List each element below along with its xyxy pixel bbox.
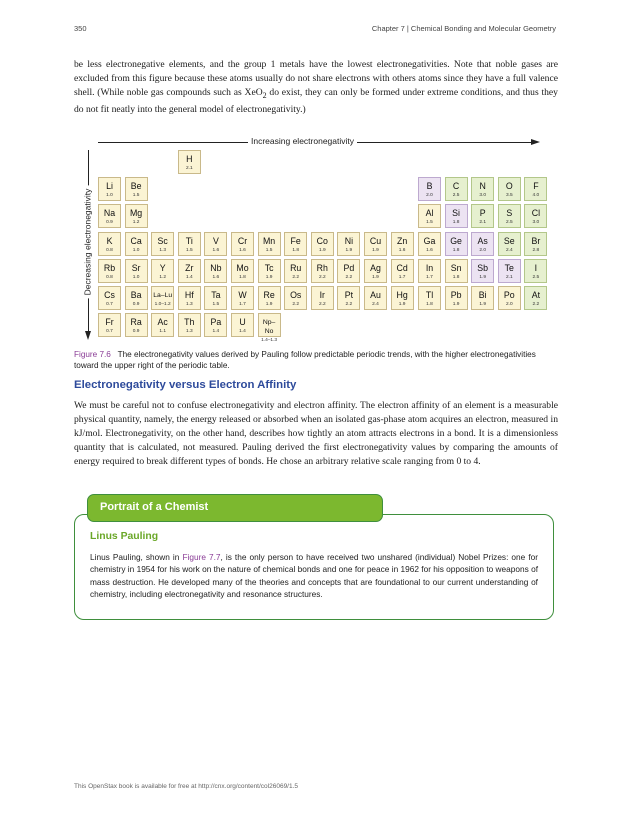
element-cell bbox=[98, 313, 121, 337]
electronegativity-value: 1.0–1.2 bbox=[154, 302, 171, 307]
electronegativity-value: 4.0 bbox=[532, 193, 540, 199]
element-symbol: Re bbox=[263, 290, 275, 300]
electronegativity-value: 1.0 bbox=[132, 247, 140, 253]
element-symbol: Ta bbox=[211, 290, 221, 300]
element-symbol: Al bbox=[425, 208, 434, 219]
element-symbol: Cl bbox=[531, 208, 541, 219]
element-cell bbox=[445, 286, 468, 310]
element-symbol: Os bbox=[290, 290, 302, 300]
electronegativity-value: 1.1 bbox=[159, 329, 167, 335]
element-symbol: Rb bbox=[103, 262, 116, 273]
element-symbol: W bbox=[238, 290, 247, 300]
element-cell bbox=[498, 232, 521, 256]
element-symbol: Zr bbox=[185, 262, 194, 273]
electronegativity-value: 0.9 bbox=[106, 220, 113, 226]
element-symbol: Pd bbox=[343, 262, 355, 273]
section-body: We must be careful not to confuse electronegativity and electron affinity. The electron affinity of an element is a measurable physical quantity, namely, the energy released or absorbed when an isolated gas-phase atom acquires an electron, measured in kJ/mol. Electronegativity, on the other hand, describes how tightly an atom attracts electrons in a bond. It is a dimensionless quantity that is calculated, not measured. Pauling derived the first electronegativity values by comparing the amounts of energy required to break different types of bonds. He chose an arbitrary relative scale ranging from 0 to 4. bbox=[74, 400, 558, 468]
electronegativity-value: 1.9 bbox=[265, 274, 273, 280]
element-cell bbox=[284, 259, 307, 283]
element-cell bbox=[364, 232, 387, 256]
feature-tab: Portrait of a Chemist bbox=[87, 494, 383, 522]
element-symbol: Po bbox=[503, 290, 515, 300]
down-arrow-icon bbox=[85, 331, 91, 340]
element-symbol: Cd bbox=[396, 262, 408, 273]
element-symbol: Se bbox=[503, 235, 515, 246]
element-symbol: La–Lu bbox=[153, 292, 173, 299]
feature-title: Linus Pauling bbox=[90, 531, 159, 542]
element-symbol: O bbox=[505, 181, 513, 192]
intro-subscript: 2 bbox=[262, 90, 267, 100]
electronegativity-value: 2.2 bbox=[318, 302, 326, 307]
element-symbol: Ni bbox=[344, 235, 354, 246]
element-cell bbox=[125, 259, 148, 283]
element-cell bbox=[98, 177, 121, 201]
element-cell bbox=[151, 259, 174, 283]
element-symbol: Ti bbox=[185, 235, 193, 246]
element-cell bbox=[311, 259, 334, 283]
electronegativity-value: 1.9 bbox=[479, 274, 487, 280]
element-cell bbox=[418, 286, 441, 310]
electronegativity-value: 1.5 bbox=[426, 220, 433, 226]
element-cell bbox=[125, 177, 148, 201]
element-symbol: V bbox=[212, 235, 219, 246]
electronegativity-value: 1.5 bbox=[185, 247, 193, 253]
element-cell bbox=[471, 259, 494, 283]
electronegativity-value: 1.9 bbox=[372, 274, 379, 280]
element-cell bbox=[178, 232, 201, 256]
electronegativity-value: 3.0 bbox=[479, 193, 487, 199]
element-cell bbox=[151, 286, 174, 310]
element-symbol: P bbox=[479, 208, 486, 219]
electronegativity-value: 1.8 bbox=[452, 247, 460, 253]
element-symbol: Br bbox=[531, 235, 541, 246]
electronegativity-value: 1.9 bbox=[452, 302, 460, 307]
element-cell bbox=[125, 313, 148, 337]
element-cell bbox=[524, 204, 547, 228]
electronegativity-value: 2.2 bbox=[345, 274, 353, 280]
element-symbol: Li bbox=[106, 181, 113, 192]
element-cell bbox=[418, 232, 441, 256]
element-symbol: Y bbox=[159, 262, 166, 273]
element-symbol: K bbox=[106, 235, 113, 246]
element-cell bbox=[498, 259, 521, 283]
element-symbol: Bi bbox=[478, 290, 487, 300]
electronegativity-value: 2.8 bbox=[532, 247, 540, 253]
electronegativity-value: 0.7 bbox=[106, 302, 113, 307]
electronegativity-value: 0.9 bbox=[132, 302, 140, 307]
element-symbol: I bbox=[534, 262, 538, 273]
electronegativity-value: 1.3 bbox=[185, 302, 193, 307]
element-cell bbox=[311, 232, 334, 256]
electronegativity-value: 3.5 bbox=[505, 193, 513, 199]
element-symbol: Co bbox=[316, 235, 328, 246]
figure-caption bbox=[74, 349, 558, 372]
element-cell bbox=[98, 232, 121, 256]
element-symbol: Ba bbox=[130, 290, 142, 300]
element-cell bbox=[178, 286, 201, 310]
electronegativity-value: 1.3 bbox=[159, 247, 167, 253]
element-symbol: F bbox=[533, 181, 539, 192]
element-cell bbox=[337, 286, 360, 310]
element-cell bbox=[125, 232, 148, 256]
element-symbol: At bbox=[531, 290, 541, 300]
element-symbol: Ru bbox=[290, 262, 302, 273]
element-cell bbox=[418, 204, 441, 228]
element-symbol: S bbox=[506, 208, 513, 219]
electronegativity-value: 1.7 bbox=[426, 274, 433, 280]
electronegativity-value: 0.9 bbox=[132, 329, 140, 335]
element-cell bbox=[284, 286, 307, 310]
element-symbol: Fe bbox=[290, 235, 301, 246]
right-arrow-icon bbox=[531, 139, 540, 145]
feature-text-1: Linus Pauling, shown in bbox=[90, 552, 183, 562]
element-symbol: As bbox=[477, 235, 488, 246]
element-cell bbox=[151, 232, 174, 256]
electronegativity-value: 1.8 bbox=[452, 274, 460, 280]
figure-7-7-link[interactable]: Figure 7.7 bbox=[182, 552, 221, 562]
element-symbol: Np–No bbox=[262, 319, 276, 336]
feature-text bbox=[90, 551, 538, 600]
element-cell bbox=[258, 259, 281, 283]
element-cell bbox=[231, 259, 254, 283]
feature-text-2: , is the only person to have received two unshared (individual) Nobel Prizes: one for chemistry in 1954 for his work on the nature of chemical bonds and one for peace in 1962 for his opposition to weapons of mass destruction. He developed many of the theories and concepts that are foundational to our current understanding of chemistry, including electronegativity and resonance structures. bbox=[90, 552, 538, 599]
element-symbol: Sb bbox=[477, 262, 489, 273]
element-cell bbox=[418, 259, 441, 283]
element-cell bbox=[498, 204, 521, 228]
figure-label: Figure 7.6 bbox=[74, 350, 111, 359]
electronegativity-value: 1.6 bbox=[426, 247, 433, 253]
element-cell bbox=[524, 232, 547, 256]
element-symbol: Ir bbox=[319, 290, 325, 300]
element-cell bbox=[391, 232, 414, 256]
element-cell bbox=[524, 286, 547, 310]
element-cell bbox=[445, 204, 468, 228]
element-cell bbox=[204, 286, 227, 310]
element-symbol: Si bbox=[452, 208, 460, 219]
electronegativity-value: 2.1 bbox=[479, 220, 487, 226]
element-symbol: In bbox=[425, 262, 434, 273]
element-symbol: N bbox=[479, 181, 486, 192]
electronegativity-value: 1.9 bbox=[372, 247, 379, 253]
intro-text-1: be less electronegative elements, and the group 1 metals have the lowest electronegativities. Note that noble gases are excluded from this figure because these atoms usually do not share electrons with others atoms since they have a full valence shell. (While noble gas compounds such as XeO bbox=[74, 59, 558, 98]
electronegativity-value: 0.7 bbox=[106, 329, 113, 335]
electronegativity-value: 1.8 bbox=[426, 302, 433, 307]
element-cell bbox=[364, 259, 387, 283]
electronegativity-value: 1.5 bbox=[132, 193, 140, 199]
element-cell bbox=[498, 286, 521, 310]
electronegativity-value: 2.2 bbox=[532, 302, 540, 307]
element-symbol: Nb bbox=[210, 262, 222, 273]
element-symbol: Sr bbox=[131, 262, 141, 273]
element-symbol: Cu bbox=[369, 235, 382, 246]
element-cell bbox=[445, 259, 468, 283]
section-title: Electronegativity versus Electron Affinity bbox=[74, 379, 297, 391]
electronegativity-value: 2.4 bbox=[372, 302, 379, 307]
element-cell bbox=[418, 177, 441, 201]
element-symbol: Pa bbox=[210, 317, 222, 328]
element-cell bbox=[98, 259, 121, 283]
element-cell bbox=[151, 313, 174, 337]
element-symbol: C bbox=[452, 181, 460, 192]
element-symbol: Tl bbox=[425, 290, 434, 300]
electronegativity-value: 1.7 bbox=[239, 302, 246, 307]
element-symbol: Cs bbox=[104, 290, 115, 300]
element-cell bbox=[258, 313, 281, 344]
electronegativity-value: 2.2 bbox=[292, 274, 300, 280]
element-symbol: Au bbox=[370, 290, 381, 300]
electronegativity-value: 1.7 bbox=[398, 274, 406, 280]
element-symbol: Be bbox=[130, 181, 142, 192]
electronegativity-value: 2.5 bbox=[452, 193, 460, 199]
electronegativity-value: 1.2 bbox=[132, 220, 140, 226]
element-cell bbox=[231, 313, 254, 337]
element-cell bbox=[98, 204, 121, 228]
electronegativity-value: 2.2 bbox=[345, 302, 353, 307]
element-cell bbox=[178, 313, 201, 337]
element-symbol: Cr bbox=[237, 235, 248, 246]
element-cell bbox=[337, 232, 360, 256]
element-cell bbox=[445, 177, 468, 201]
element-symbol: Ga bbox=[423, 235, 436, 246]
element-symbol: B bbox=[426, 181, 433, 192]
electronegativity-value: 1.5 bbox=[212, 302, 220, 307]
element-cell bbox=[258, 286, 281, 310]
top-axis-label: Increasing electronegativity bbox=[248, 136, 357, 147]
electronegativity-value: 1.0 bbox=[132, 274, 140, 280]
element-cell bbox=[524, 259, 547, 283]
footer: This OpenStax book is available for free at http://cnx.org/content/col26069/1.5 bbox=[74, 783, 299, 790]
electronegativity-value: 1.5 bbox=[265, 247, 273, 253]
element-symbol: Na bbox=[103, 208, 116, 219]
element-symbol: Mn bbox=[262, 235, 276, 246]
intro-text-2: do exist, they can only be formed under extreme conditions, and thus they do not fit neatly into the general model of electronegativity.) bbox=[74, 86, 558, 115]
element-cell bbox=[98, 286, 121, 310]
intro-paragraph bbox=[74, 58, 558, 117]
element-cell bbox=[231, 286, 254, 310]
element-cell bbox=[284, 232, 307, 256]
electronegativity-value: 2.0 bbox=[426, 193, 433, 199]
element-cell bbox=[337, 259, 360, 283]
electronegativity-value: 1.6 bbox=[212, 274, 220, 280]
element-symbol: H bbox=[186, 154, 193, 164]
electronegativity-value: 1.0 bbox=[106, 193, 113, 199]
electronegativity-value: 1.8 bbox=[239, 274, 246, 280]
element-symbol: Pb bbox=[450, 290, 462, 300]
electronegativity-value: 0.8 bbox=[106, 247, 113, 253]
element-cell bbox=[524, 177, 547, 201]
electronegativity-value: 1.2 bbox=[159, 274, 167, 280]
element-cell bbox=[391, 259, 414, 283]
element-symbol: Mg bbox=[129, 208, 143, 219]
element-cell bbox=[445, 232, 468, 256]
page-number: 350 bbox=[74, 24, 87, 33]
element-symbol: Tc bbox=[264, 262, 274, 273]
element-cell bbox=[204, 259, 227, 283]
electronegativity-value: 2.2 bbox=[318, 274, 326, 280]
electronegativity-value: 1.8 bbox=[452, 220, 460, 226]
electronegativity-value: 3.0 bbox=[532, 220, 540, 226]
electronegativity-value: 2.5 bbox=[532, 274, 540, 280]
element-symbol: Sc bbox=[157, 235, 168, 246]
element-cell bbox=[258, 232, 281, 256]
element-cell bbox=[471, 232, 494, 256]
element-symbol: Ag bbox=[370, 262, 381, 273]
element-cell bbox=[498, 177, 521, 201]
electronegativity-value: 1.9 bbox=[398, 302, 406, 307]
element-cell bbox=[471, 204, 494, 228]
electronegativity-value: 1.9 bbox=[265, 302, 273, 307]
element-cell bbox=[391, 286, 414, 310]
electronegativity-value: 2.1 bbox=[505, 274, 513, 280]
element-cell bbox=[231, 232, 254, 256]
element-cell bbox=[471, 177, 494, 201]
caption-text: The electronegativity values derived by Pauling follow predictable periodic trends, with the higher electronegativities toward the upper right of the periodic table. bbox=[74, 350, 536, 371]
element-cell bbox=[311, 286, 334, 310]
electronegativity-value: 2.0 bbox=[505, 302, 513, 307]
chapter-header: Chapter 7 | Chemical Bonding and Molecular Geometry bbox=[371, 24, 556, 33]
electronegativity-value: 1.9 bbox=[479, 302, 487, 307]
element-symbol: Fr bbox=[105, 317, 114, 328]
electronegativity-value: 1.3 bbox=[185, 329, 193, 335]
side-axis-label: Decreasing electronegativity bbox=[83, 186, 94, 299]
element-symbol: Th bbox=[184, 317, 195, 328]
electronegativity-value: 2.5 bbox=[505, 220, 513, 226]
element-cell bbox=[178, 150, 201, 174]
electronegativity-value: 1.9 bbox=[345, 247, 353, 253]
element-cell bbox=[125, 204, 148, 228]
element-symbol: Ca bbox=[130, 235, 142, 246]
electronegativity-value: 1.6 bbox=[239, 247, 246, 253]
element-symbol: Rh bbox=[316, 262, 328, 273]
element-symbol: U bbox=[239, 317, 246, 328]
electronegativity-value: 1.4–1.3 bbox=[261, 338, 278, 344]
element-symbol: Sn bbox=[450, 262, 462, 273]
element-symbol: Ra bbox=[130, 317, 142, 328]
electronegativity-value: 2.1 bbox=[185, 166, 193, 171]
element-symbol: Mo bbox=[236, 262, 249, 273]
electronegativity-value: 1.4 bbox=[185, 274, 193, 280]
element-cell bbox=[364, 286, 387, 310]
element-cell bbox=[471, 286, 494, 310]
element-symbol: Hg bbox=[396, 290, 408, 300]
element-cell bbox=[204, 232, 227, 256]
electronegativity-value: 1.6 bbox=[398, 247, 406, 253]
electronegativity-value: 2.4 bbox=[505, 247, 513, 253]
element-symbol: Pt bbox=[344, 290, 354, 300]
electronegativity-value: 1.8 bbox=[292, 247, 300, 253]
element-cell bbox=[204, 313, 227, 337]
element-cell bbox=[178, 259, 201, 283]
element-cell bbox=[125, 286, 148, 310]
element-symbol: Ge bbox=[450, 235, 462, 246]
element-symbol: Ac bbox=[157, 317, 168, 328]
element-symbol: Zn bbox=[396, 235, 408, 246]
electronegativity-value: 1.6 bbox=[212, 247, 220, 253]
electronegativity-value: 2.2 bbox=[292, 302, 300, 307]
electronegativity-value: 2.0 bbox=[479, 247, 487, 253]
element-symbol: Hf bbox=[184, 290, 194, 300]
electronegativity-value: 0.8 bbox=[106, 274, 113, 280]
electronegativity-value: 1.4 bbox=[239, 329, 246, 335]
element-symbol: Te bbox=[504, 262, 514, 273]
electronegativity-value: 1.9 bbox=[318, 247, 326, 253]
electronegativity-value: 1.4 bbox=[212, 329, 220, 335]
